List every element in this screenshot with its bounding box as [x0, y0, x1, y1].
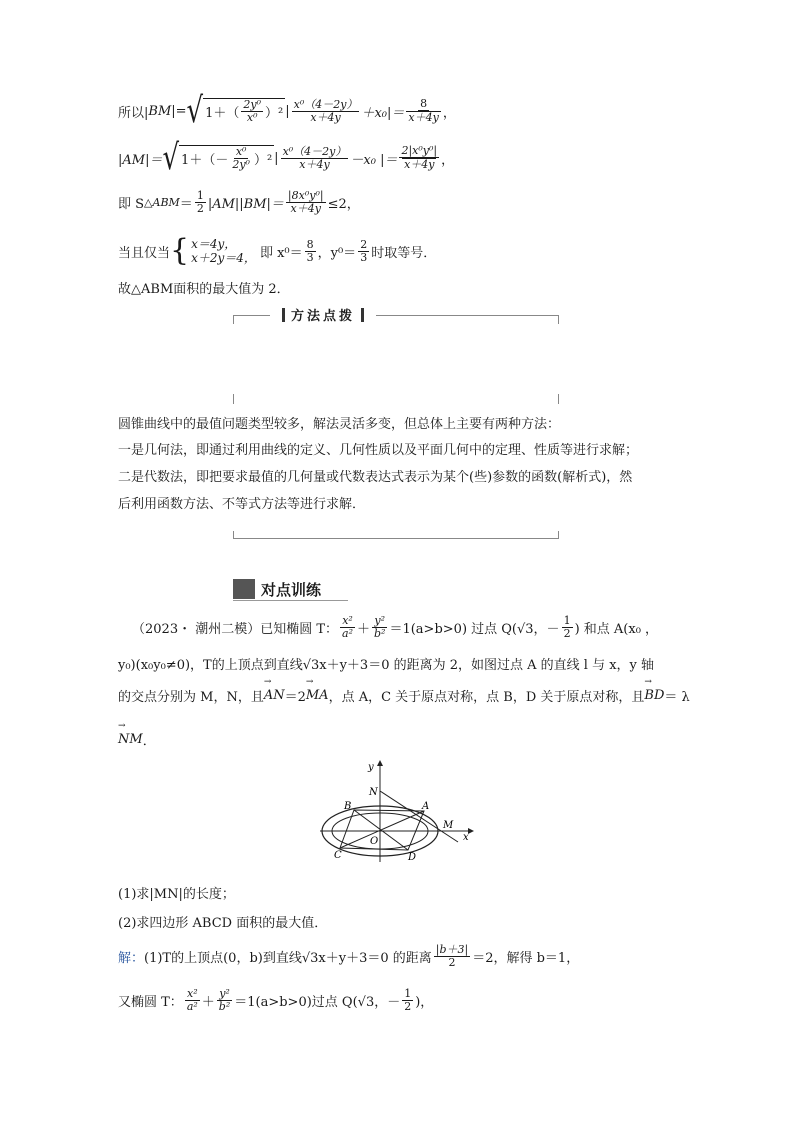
- y-axis-arrow-icon: [377, 760, 383, 766]
- text-segment: ＋: [201, 994, 215, 1010]
- numerator: 8: [306, 237, 314, 251]
- vector-nm: → NM: [118, 732, 143, 747]
- label-y: y: [368, 762, 374, 773]
- section-heading: [233, 578, 348, 601]
- solution-line-3: [118, 190, 360, 214]
- problem-line-3: [118, 686, 690, 705]
- numerator: 1: [196, 189, 204, 202]
- box-corner: [558, 531, 559, 539]
- vector-bd: → BD: [644, 688, 664, 703]
- text-segment: BM: [148, 103, 172, 119]
- question-2: [118, 912, 327, 931]
- fraction: [406, 98, 440, 123]
- method-paragraph-2: 一是几何法，即通过利用曲线的定义、几何性质以及平面几何中的定理、性质等进行求解；: [118, 443, 639, 458]
- label-d: D: [408, 852, 417, 863]
- fraction: [230, 146, 252, 170]
- denominator: x＋4y: [290, 201, 321, 215]
- fraction: [185, 988, 200, 1012]
- numerator: y²: [219, 987, 230, 1000]
- label-c: C: [334, 850, 342, 861]
- text-segment: ＝ λ: [664, 690, 690, 705]
- solution-line-4: [118, 233, 437, 268]
- denominator: 2: [563, 626, 571, 640]
- text-segment: －x₀ |＝: [350, 152, 398, 168]
- text-segment: y₀)(x₀y₀≠0)，T的上顶点到直线√3x＋y＋3＝0 的距离为 2，如图过点 A 的直线 l 与 x，y 轴: [118, 658, 655, 673]
- denominator: 3: [306, 250, 314, 264]
- text-segment: ，: [442, 105, 456, 121]
- numerator: 2y⁰: [243, 98, 262, 112]
- text-segment: ≤2，: [327, 196, 360, 212]
- box-corner: [233, 316, 234, 324]
- label-m: M: [443, 820, 454, 831]
- text-segment: |=: [171, 103, 187, 119]
- denominator: 3: [360, 250, 368, 264]
- box-corner: [233, 531, 234, 539]
- denominator: 2: [404, 999, 412, 1013]
- denominator: 2: [196, 201, 204, 215]
- fraction: [241, 99, 263, 123]
- text-segment: ，: [441, 152, 455, 168]
- conclusion-text: 故△ABM面积的最大值为 2．: [118, 282, 290, 297]
- denominator: b²: [374, 626, 386, 640]
- denominator: x＋4y: [299, 157, 330, 171]
- text-segment: 的交点分别为 M，N，且: [118, 690, 264, 705]
- solution-line-5: [118, 278, 290, 297]
- text-segment: ) 和点 A(x₀ ，: [574, 621, 659, 637]
- text-segment: |AM||BM|＝: [207, 196, 284, 212]
- radicand: [179, 145, 274, 170]
- fraction: [402, 988, 413, 1012]
- text-segment: )，: [415, 994, 434, 1010]
- answer-prefix: 解：: [118, 950, 145, 966]
- fraction: [372, 615, 387, 639]
- numerator: y²: [374, 614, 386, 627]
- x-axis-arrow-icon: [468, 828, 474, 834]
- problem-line-2: [118, 654, 654, 673]
- fraction: [305, 239, 316, 263]
- text-segment: ＋x₀|＝: [361, 105, 405, 121]
- fraction: [562, 615, 573, 639]
- method-box-label: [270, 305, 376, 324]
- denominator: a²: [342, 626, 353, 640]
- answer-line-1: [118, 944, 579, 968]
- label-o: O: [370, 836, 379, 847]
- method-paragraph-3b: 后利用函数方法、不等式方法等进行求解．: [118, 497, 366, 512]
- radical-sign: √: [162, 137, 180, 179]
- text-segment: |: [274, 150, 279, 166]
- numerator: 8: [420, 97, 428, 111]
- text-segment: (1)T的上顶点(0，b)到直线√3x＋y＋3＝0 的距离: [144, 950, 432, 966]
- denominator: x＋4y: [404, 158, 435, 171]
- equation: x＋2y＝4，: [191, 251, 256, 265]
- label-n: N: [369, 787, 378, 798]
- radicand: [203, 98, 285, 123]
- vector-an: → AN: [264, 688, 285, 703]
- method-paragraph-1: 圆锥曲线中的最值问题类型较多，解法灵活多变，但总体上主要有两种方法：: [118, 417, 561, 432]
- numerator: 1: [563, 614, 571, 627]
- fraction: [286, 190, 326, 214]
- method-box-bottom-border: [233, 538, 559, 539]
- label-b: B: [344, 801, 352, 812]
- sqrt-expression: [186, 90, 286, 132]
- denominator: x⁰: [246, 111, 258, 124]
- heading-square-icon: [233, 579, 255, 599]
- numerator: x²: [186, 987, 198, 1000]
- text-segment: 当且仅当: [118, 245, 171, 261]
- solution-line-1: [118, 90, 456, 132]
- numerator: |b＋3|: [435, 943, 469, 956]
- denominator: x＋4y: [310, 110, 341, 124]
- label-bar-left: [282, 308, 285, 322]
- ellipse-figure: [318, 758, 478, 866]
- text-segment: ．: [142, 734, 156, 749]
- solution-line-2: [118, 137, 455, 179]
- text-segment: 1＋（－: [181, 153, 229, 168]
- text-segment: |AM|＝: [118, 152, 163, 168]
- question-text: (2)求四边形 ABCD 面积的最大值．: [118, 916, 328, 931]
- subscript: △ABM: [144, 195, 180, 209]
- question-1: [118, 883, 235, 902]
- text-segment: ＝2: [284, 690, 306, 705]
- numerator: 2: [360, 237, 368, 251]
- fraction: [340, 615, 355, 639]
- box-side-tick: [233, 394, 234, 404]
- label-x: x: [463, 832, 469, 843]
- problem-line-4: [118, 730, 156, 749]
- method-paragraph-3a: 二是代数法，即把要求最值的几何量或代数表达式表示为某个(些)参数的函数(解析式)，然: [118, 470, 633, 485]
- answer-line-2: [118, 988, 433, 1012]
- label-bar-right: [361, 308, 364, 322]
- numerator: x⁰: [235, 145, 247, 159]
- problem-line-1: [132, 615, 658, 639]
- question-text: (1)求|MN|的长度；: [118, 887, 235, 902]
- numerator: |8x⁰y⁰|: [287, 189, 324, 202]
- equation-system: [191, 237, 256, 266]
- fraction: [281, 146, 349, 170]
- text-segment: （2023・ 潮州二模）已知椭圆 T：: [132, 621, 339, 637]
- fraction: [292, 99, 360, 123]
- label-a: A: [422, 801, 430, 812]
- denominator: 2y⁰: [232, 158, 250, 171]
- text-segment: 即 S: [118, 196, 145, 212]
- brace: {: [170, 233, 190, 268]
- text-segment: 又椭圆 T：: [118, 994, 183, 1010]
- method-box-title: 方法点拨: [291, 309, 356, 324]
- text-segment: ）²: [265, 106, 284, 121]
- box-side-tick: [558, 394, 559, 404]
- text-segment: 1＋（: [205, 106, 240, 121]
- fraction: [195, 190, 206, 214]
- numerator: x⁰（4－2y）: [293, 97, 358, 111]
- text-segment: ＝1(a>b>0) 过点 Q(√3，－: [389, 621, 560, 637]
- numerator: x²: [342, 614, 353, 627]
- text-segment: ，y⁰＝: [317, 245, 357, 261]
- equation: x＝4y，: [191, 236, 237, 251]
- text-segment: ）²: [253, 153, 273, 168]
- fraction: [399, 145, 439, 170]
- text-segment: 所以|: [118, 105, 149, 121]
- denominator: b²: [218, 999, 231, 1013]
- text-segment: ＝: [179, 196, 193, 212]
- box-corner: [558, 316, 559, 324]
- fraction: [217, 988, 232, 1012]
- denominator: a²: [186, 999, 198, 1013]
- text-segment: ，点 A，C 关于原点对称，点 B，D 关于原点对称，且: [328, 690, 645, 705]
- numerator: x⁰（4－2y）: [282, 144, 347, 158]
- sqrt-expression: [162, 137, 274, 179]
- fraction: [358, 239, 369, 263]
- numerator: 1: [404, 987, 412, 1000]
- numerator: 2|x⁰y⁰|: [401, 144, 438, 158]
- text-segment: |: [285, 103, 290, 119]
- diagonal-bd: [354, 810, 408, 850]
- vector-ma: → MA: [306, 688, 329, 703]
- text-segment: ＝1(a>b>0)过点 Q(√3，－: [234, 994, 401, 1010]
- fraction: [434, 944, 470, 968]
- text-segment: ＝2，解得 b＝1，: [472, 950, 580, 966]
- denominator: 2: [448, 955, 456, 969]
- section-title: 对点训练: [261, 580, 322, 599]
- denominator: x＋4y: [408, 111, 439, 124]
- text-segment: ＋: [357, 621, 371, 637]
- radical-sign: √: [186, 90, 204, 132]
- text-segment: 即 x⁰＝: [259, 245, 303, 261]
- text-segment: 时取等号．: [371, 245, 437, 261]
- line-l: [380, 791, 458, 842]
